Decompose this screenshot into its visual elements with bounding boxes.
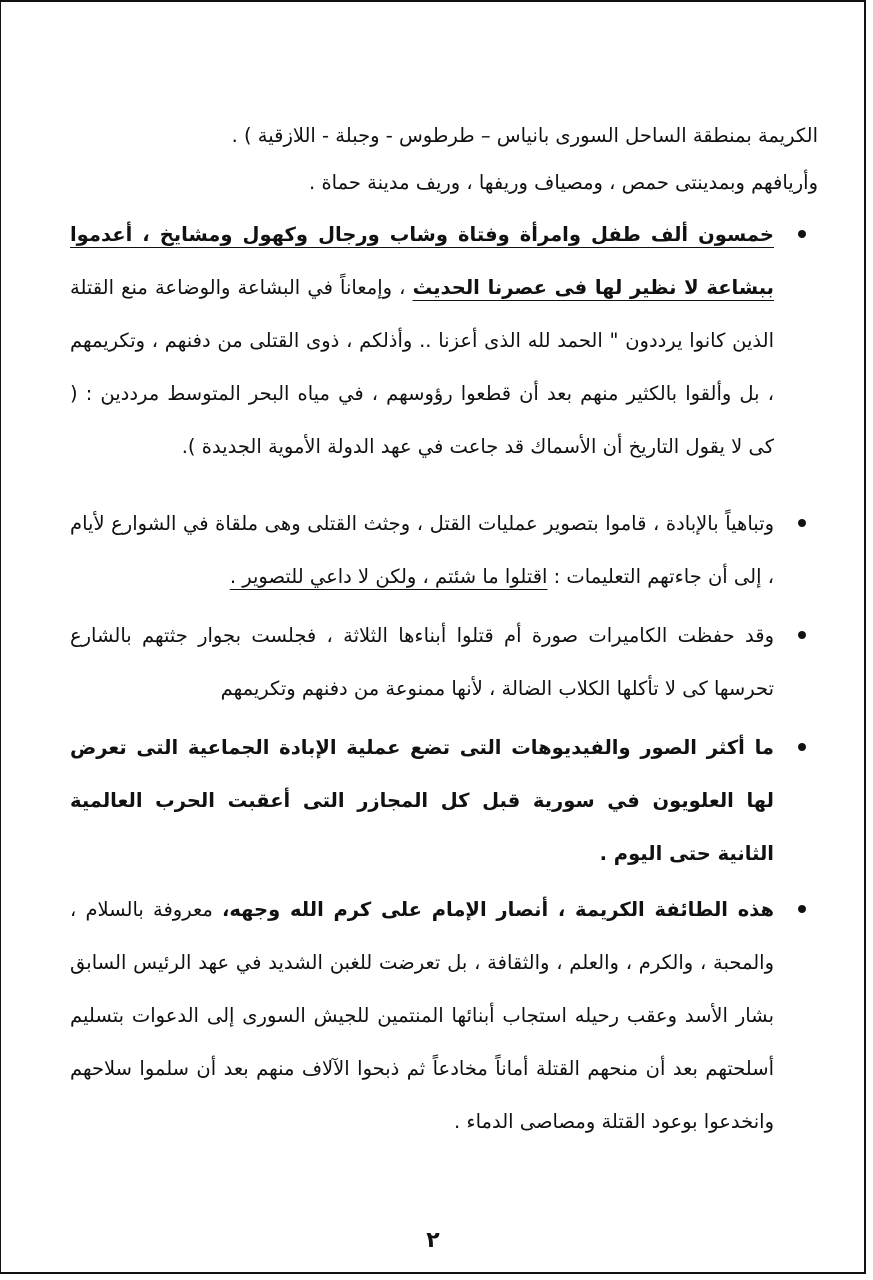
bullet-icon [798,631,806,639]
intro-line-2: وأريافهم وبمدينتى حمص ، ومصياف وريفها ، وريف مدينة حماة . [309,171,818,194]
bullet-2-underlined-text: اقتلوا ما شئتم ، ولكن لا داعي للتصوير . [229,565,548,588]
bullet-paragraph-3 [70,609,818,715]
bullet-1-text: ، وإمعاناً في البشاعة والوضاعة منع القتلة الذين كانوا يرددون " الحمد لله الذى أعزنا .. وأذلكم ، ذوى القتلى من دفنهم ، وتكريمهم ، بل وألقوا بالكثير منهم بعد أن قطعوا رؤوسهم ، في مياه البحر المتوسط مرددين : ( كى لا يقول التاريخ أن الأسماك قد جاعت في عهد الدولة الأموية الجديدة ). [70,276,774,458]
page-number: ٢ [426,1228,440,1253]
bullet-paragraph-5 [70,883,818,1148]
bullet-paragraph-2 [70,497,818,603]
bullet-5-text: معروفة بالسلام ، والمحبة ، والكرم ، والعلم ، والثقافة ، بل تعرضت للغبن الشديد في عهد الرئيس السابق بشار الأسد وعقب رحيله استجاب أبنائها المنتمين للجيش السورى إلى الدعوات بتسليم أسلحتهم بعد أن منحهم القتلة أماناً مخادعاً ثم ذبحوا الآلاف منهم بعد أن سلموا سلاحهم وانخدعوا بوعود القتلة ومصاصى الدماء . [70,898,774,1133]
bullet-icon [798,905,806,913]
bullet-icon [798,230,806,238]
bullet-5-bold-text: هذه الطائفة الكريمة ، أنصار الإمام على كرم الله وجهه، [221,898,774,921]
bullet-icon [798,519,806,527]
bullet-icon [798,743,806,751]
bullet-3-text: وقد حفظت الكاميرات صورة أم قتلوا أبناءها الثلاثة ، فجلست بجوار جثتهم بالشارع تحرسها كى لا تأكلها الكلاب الضالة ، لأنها ممنوعة من دفنهم وتكريمهم [70,624,774,700]
bullet-1-bold-text: خمسون ألف طفل وامرأة وفتاة وشاب ورجال وكهول ومشايخ ، أعدموا ببشاعة لا نظير لها فى عصرنا الحديث [70,223,774,299]
intro-line-1: الكريمة بمنطقة الساحل السورى بانياس – طرطوس - وجبلة - اللازقية ) . [231,124,818,147]
bullet-paragraph-1 [70,208,818,473]
bullet-4-text: ما أكثر الصور والفيديوهات التى تضع عملية الإبادة الجماعية التى تعرض لها العلويون في سورية قبل كل المجازر التى أعقبت الحرب العالمية الثانية حتى اليوم . [70,736,774,865]
bullet-paragraph-4 [70,721,818,880]
document-body [70,112,818,1148]
bullet-2-text: وتباهياً بالإبادة ، قاموا بتصوير عمليات القتل ، وجثث القتلى وهى ملقاة في الشوارع لأيام ، إلى أن جاءتهم التعليمات : [70,512,774,588]
